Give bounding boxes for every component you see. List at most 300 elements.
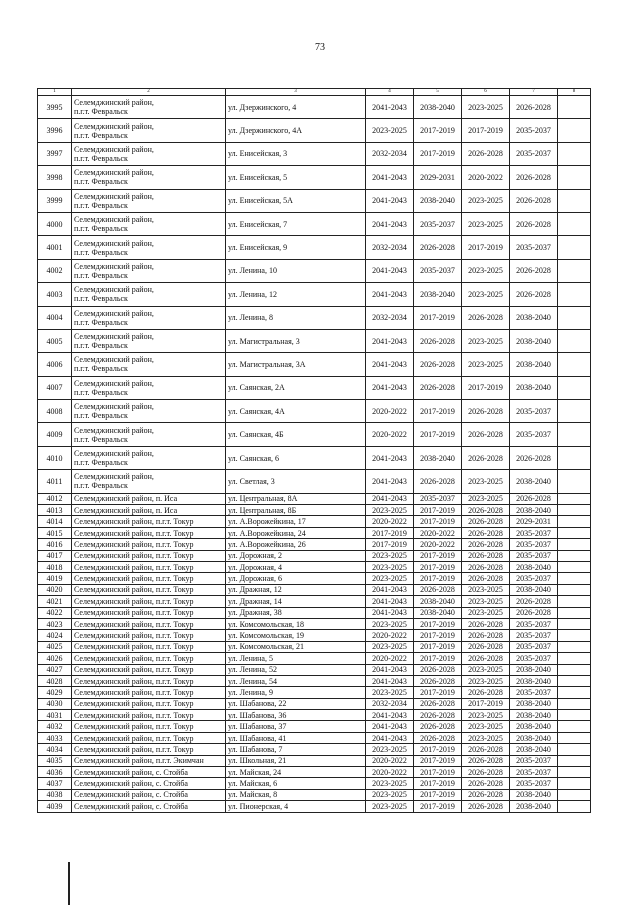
settlement-line: п.г.т. Февральск [74,177,128,187]
row-number: 4030 [38,698,72,709]
address-cell: ул. Ленина, 54 [226,675,366,686]
settlement-line: п.г.т. Февральск [74,224,128,234]
locality-cell [72,166,226,189]
row-number: 4028 [38,675,72,686]
period-cell: 2023-2025 [462,607,510,618]
period-cell: 2041-2043 [366,376,414,399]
settlement-line: п.г.т. Февральск [74,200,128,210]
period-cell: 2035-2037 [510,755,558,766]
empty-cell [558,306,591,329]
table-row [38,376,591,399]
period-cell: 2026-2028 [462,527,510,538]
address-cell: ул. Дражная, 14 [226,596,366,607]
table-row [38,778,591,789]
locality-cell: Селемджинский район, п. Иса [72,505,226,516]
period-cell: 2017-2019 [414,618,462,629]
locality-cell [72,400,226,423]
empty-cell [558,527,591,538]
empty-cell [558,516,591,527]
settlement-line: п.г.т. Февральск [74,270,128,280]
empty-cell [558,561,591,572]
row-number: 4005 [38,329,72,352]
period-cell: 2038-2040 [510,353,558,376]
period-cell: 2017-2019 [414,306,462,329]
period-cell: 2023-2025 [462,675,510,686]
period-cell: 2026-2028 [414,698,462,709]
housing-repair-schedule-table [37,88,591,813]
locality-cell: Селемджинский район, п.г.т. Токур [72,527,226,538]
period-cell: 2026-2028 [414,710,462,721]
period-cell: 2032-2034 [366,236,414,259]
table-row [38,721,591,732]
row-number: 3996 [38,119,72,142]
row-number: 4027 [38,664,72,675]
table-row [38,353,591,376]
address-cell: ул. Дзержинского, 4А [226,119,366,142]
locality-cell: Селемджинский район, п.г.т. Токур [72,664,226,675]
locality-cell [72,189,226,212]
settlement-line: п.г.т. Февральск [74,317,128,327]
row-number: 4007 [38,376,72,399]
period-cell: 2035-2037 [414,259,462,282]
margin-mark [68,862,70,905]
locality-cell: Селемджинский район, п.г.т. Токур [72,607,226,618]
row-number: 4034 [38,744,72,755]
period-cell: 2032-2034 [366,306,414,329]
locality-cell [72,353,226,376]
district-line: Селемджинский район, [74,472,154,482]
empty-cell [558,550,591,561]
period-cell: 2023-2025 [366,573,414,584]
locality-cell: Селемджинский район, п.г.т. Токур [72,573,226,584]
address-cell: ул. Комсомольская, 18 [226,618,366,629]
locality-cell: Селемджинский район, п.г.т. Токур [72,516,226,527]
period-cell: 2026-2028 [414,584,462,595]
period-cell: 2041-2043 [366,329,414,352]
period-cell: 2020-2022 [366,423,414,446]
table-row [38,698,591,709]
period-cell: 2017-2019 [366,539,414,550]
period-cell: 2026-2028 [510,446,558,469]
period-cell: 2017-2019 [414,516,462,527]
period-cell: 2035-2037 [510,236,558,259]
period-cell: 2038-2040 [510,698,558,709]
address-cell: ул. А.Ворожейкина, 26 [226,539,366,550]
period-cell: 2026-2028 [462,423,510,446]
settlement-line: п.г.т. Февральск [74,294,128,304]
address-cell: ул. Майская, 6 [226,778,366,789]
table-row [38,505,591,516]
period-cell: 2017-2019 [414,653,462,664]
period-cell: 2038-2040 [510,505,558,516]
period-cell: 2026-2028 [510,96,558,119]
period-cell: 2023-2025 [462,664,510,675]
period-cell: 2026-2028 [462,539,510,550]
period-cell: 2035-2037 [510,641,558,652]
period-cell: 2041-2043 [366,283,414,306]
period-cell: 2035-2037 [510,119,558,142]
table-row [38,732,591,743]
period-cell: 2020-2022 [366,400,414,423]
period-cell: 2035-2037 [510,573,558,584]
locality-cell: Селемджинский район, п.г.т. Токур [72,539,226,550]
period-cell: 2017-2019 [462,119,510,142]
district-line: Селемджинский район, [74,121,154,131]
locality-cell: Селемджинский район, п.г.т. Токур [72,561,226,572]
row-number: 4022 [38,607,72,618]
period-cell: 2017-2019 [414,561,462,572]
empty-cell [558,119,591,142]
period-cell: 2035-2037 [510,778,558,789]
period-cell: 2026-2028 [462,618,510,629]
period-cell: 2026-2028 [414,664,462,675]
table-row [38,618,591,629]
empty-cell [558,166,591,189]
empty-cell [558,596,591,607]
district-line: Селемджинский район, [74,215,154,225]
settlement-line: п.г.т. Февральск [74,107,128,117]
address-cell: ул. Магистральная, 3А [226,353,366,376]
period-cell: 2017-2019 [414,687,462,698]
address-cell: ул. Ленина, 10 [226,259,366,282]
settlement-line: п.г.т. Февральск [74,364,128,374]
locality-cell: Селемджинский район, с. Стойба [72,778,226,789]
table-row [38,166,591,189]
column-header: 1 [38,89,72,96]
locality-cell: Селемджинский район, п.г.т. Токур [72,710,226,721]
empty-cell [558,400,591,423]
period-cell: 2017-2019 [414,142,462,165]
row-number: 4025 [38,641,72,652]
district-line: Селемджинский район, [74,425,154,435]
row-number: 4000 [38,212,72,235]
period-cell: 2041-2043 [366,710,414,721]
address-cell: ул. Шабанова, 22 [226,698,366,709]
locality-cell: Селемджинский район, п.г.т. Экимчан [72,755,226,766]
empty-cell [558,446,591,469]
period-cell: 2020-2022 [366,653,414,664]
period-cell: 2017-2019 [462,698,510,709]
row-number: 4002 [38,259,72,282]
row-number: 4003 [38,283,72,306]
table-row [38,212,591,235]
address-cell: ул. Дорожная, 4 [226,561,366,572]
empty-cell [558,142,591,165]
row-number: 3997 [38,142,72,165]
period-cell: 2026-2028 [462,687,510,698]
period-cell: 2023-2025 [366,561,414,572]
locality-cell: Селемджинский район, с. Стойба [72,789,226,800]
table-row [38,767,591,778]
period-cell: 2026-2028 [414,675,462,686]
row-number: 4011 [38,470,72,493]
period-cell: 2020-2022 [414,527,462,538]
period-cell: 2038-2040 [414,596,462,607]
address-cell: ул. Комсомольская, 19 [226,630,366,641]
period-cell: 2035-2037 [510,400,558,423]
row-number: 4026 [38,653,72,664]
table-row [38,493,591,504]
table-row [38,573,591,584]
period-cell: 2020-2022 [366,755,414,766]
period-cell: 2026-2028 [462,306,510,329]
period-cell: 2017-2019 [366,527,414,538]
empty-cell [558,618,591,629]
empty-cell [558,212,591,235]
settlement-line: п.г.т. Февральск [74,341,128,351]
empty-cell [558,329,591,352]
address-cell: ул. Пионерская, 4 [226,801,366,812]
period-cell: 2041-2043 [366,96,414,119]
period-cell: 2038-2040 [414,607,462,618]
period-cell: 2038-2040 [510,801,558,812]
row-number: 4013 [38,505,72,516]
row-number: 4024 [38,630,72,641]
table-row [38,789,591,800]
address-cell: ул. Майская, 8 [226,789,366,800]
period-cell: 2038-2040 [510,376,558,399]
period-cell: 2041-2043 [366,664,414,675]
period-cell: 2023-2025 [366,801,414,812]
address-cell: ул. Шабанова, 41 [226,732,366,743]
period-cell: 2038-2040 [510,664,558,675]
period-cell: 2023-2025 [462,493,510,504]
period-cell: 2035-2037 [510,423,558,446]
period-cell: 2023-2025 [462,96,510,119]
period-cell: 2041-2043 [366,353,414,376]
period-cell: 2038-2040 [510,470,558,493]
period-cell: 2023-2025 [462,283,510,306]
empty-cell [558,744,591,755]
period-cell: 2023-2025 [366,687,414,698]
table-row [38,550,591,561]
address-cell: ул. Центральная, 8Б [226,505,366,516]
column-header: 4 [366,89,414,96]
table-row [38,470,591,493]
empty-cell [558,573,591,584]
empty-cell [558,470,591,493]
period-cell: 2023-2025 [366,744,414,755]
empty-cell [558,767,591,778]
empty-cell [558,653,591,664]
address-cell: ул. Дорожная, 6 [226,573,366,584]
settlement-line: п.г.т. Февральск [74,387,128,397]
row-number: 4031 [38,710,72,721]
period-cell: 2041-2043 [366,212,414,235]
table-row [38,710,591,721]
period-cell: 2026-2028 [462,789,510,800]
address-cell: ул. А.Ворожейкина, 17 [226,516,366,527]
column-header: 7 [510,89,558,96]
empty-cell [558,675,591,686]
row-number: 4032 [38,721,72,732]
empty-cell [558,189,591,212]
table-row [38,641,591,652]
column-header: 3 [226,89,366,96]
period-cell: 2032-2034 [366,142,414,165]
period-cell: 2020-2022 [414,539,462,550]
period-cell: 2035-2037 [414,493,462,504]
period-cell: 2023-2025 [462,721,510,732]
table-row [38,561,591,572]
table-row [38,142,591,165]
row-number: 4012 [38,493,72,504]
district-line: Селемджинский район, [74,402,154,412]
address-cell: ул. Ленина, 8 [226,306,366,329]
period-cell: 2017-2019 [414,789,462,800]
row-number: 4036 [38,767,72,778]
empty-cell [558,283,591,306]
address-cell: ул. Саянская, 4Б [226,423,366,446]
period-cell: 2026-2028 [462,142,510,165]
period-cell: 2026-2028 [462,778,510,789]
column-header: 6 [462,89,510,96]
period-cell: 2041-2043 [366,470,414,493]
period-cell: 2023-2025 [462,470,510,493]
period-cell: 2026-2028 [462,653,510,664]
row-number: 4004 [38,306,72,329]
locality-cell [72,236,226,259]
empty-cell [558,789,591,800]
locality-cell: Селемджинский район, с. Стойба [72,801,226,812]
period-cell: 2023-2025 [366,550,414,561]
locality-cell: Селемджинский район, п.г.т. Токур [72,641,226,652]
table-row [38,423,591,446]
row-number: 4019 [38,573,72,584]
table-row [38,446,591,469]
settlement-line: п.г.т. Февральск [74,481,128,491]
district-line: Селемджинский район, [74,191,154,201]
empty-cell [558,493,591,504]
period-cell: 2023-2025 [462,189,510,212]
period-cell: 2026-2028 [414,329,462,352]
empty-cell [558,801,591,812]
empty-cell [558,236,591,259]
address-cell: ул. Енисейская, 9 [226,236,366,259]
address-cell: ул. Шабанова, 37 [226,721,366,732]
period-cell: 2038-2040 [510,744,558,755]
period-cell: 2026-2028 [414,732,462,743]
row-number: 4015 [38,527,72,538]
address-cell: ул. Магистральная, 3 [226,329,366,352]
period-cell: 2041-2043 [366,675,414,686]
period-cell: 2026-2028 [462,801,510,812]
period-cell: 2038-2040 [414,96,462,119]
address-cell: ул. Ленина, 5 [226,653,366,664]
period-cell: 2020-2022 [366,767,414,778]
period-cell: 2023-2025 [462,329,510,352]
period-cell: 2026-2028 [462,573,510,584]
period-cell: 2017-2019 [414,423,462,446]
period-cell: 2038-2040 [414,283,462,306]
period-cell: 2038-2040 [510,584,558,595]
table-row [38,329,591,352]
locality-cell: Селемджинский район, п.г.т. Токур [72,596,226,607]
period-cell: 2026-2028 [414,236,462,259]
period-cell: 2017-2019 [414,573,462,584]
row-number: 3998 [38,166,72,189]
period-cell: 2041-2043 [366,596,414,607]
period-cell: 2026-2028 [462,744,510,755]
row-number: 4037 [38,778,72,789]
period-cell: 2035-2037 [510,539,558,550]
period-cell: 2038-2040 [510,789,558,800]
address-cell: ул. Шабанова, 36 [226,710,366,721]
period-cell: 2038-2040 [510,329,558,352]
row-number: 4023 [38,618,72,629]
period-cell: 2035-2037 [510,630,558,641]
period-cell: 2017-2019 [414,778,462,789]
period-cell: 2023-2025 [366,789,414,800]
address-cell: ул. Саянская, 6 [226,446,366,469]
locality-cell: Селемджинский район, п.г.т. Токур [72,732,226,743]
locality-cell [72,376,226,399]
period-cell: 2038-2040 [510,721,558,732]
row-number: 4017 [38,550,72,561]
empty-cell [558,584,591,595]
locality-cell: Селемджинский район, п.г.т. Токур [72,630,226,641]
table-row [38,607,591,618]
address-cell: ул. А.Ворожейкина, 24 [226,527,366,538]
locality-cell: Селемджинский район, п.г.т. Токур [72,675,226,686]
page-number: 73 [315,42,325,53]
period-cell: 2032-2034 [366,698,414,709]
period-cell: 2023-2025 [462,732,510,743]
period-cell: 2023-2025 [462,212,510,235]
period-cell: 2020-2022 [462,166,510,189]
empty-cell [558,664,591,675]
row-number: 4010 [38,446,72,469]
row-number: 4014 [38,516,72,527]
row-number: 4038 [38,789,72,800]
period-cell: 2017-2019 [414,744,462,755]
period-cell: 2026-2028 [414,470,462,493]
row-number: 4033 [38,732,72,743]
period-cell: 2023-2025 [462,596,510,607]
empty-cell [558,732,591,743]
period-cell: 2035-2037 [510,142,558,165]
settlement-line: п.г.т. Февральск [74,130,128,140]
period-cell: 2041-2043 [366,259,414,282]
period-cell: 2026-2028 [462,446,510,469]
period-cell: 2026-2028 [414,376,462,399]
table-row [38,744,591,755]
district-line: Селемджинский район, [74,98,154,108]
address-cell: ул. Комсомольская, 21 [226,641,366,652]
table-row [38,664,591,675]
row-number: 4035 [38,755,72,766]
table-row [38,675,591,686]
table-row [38,584,591,595]
locality-cell [72,446,226,469]
row-number: 4016 [38,539,72,550]
period-cell: 2023-2025 [366,505,414,516]
locality-cell: Селемджинский район, с. Стойба [72,767,226,778]
empty-cell [558,687,591,698]
row-number: 4018 [38,561,72,572]
empty-cell [558,259,591,282]
table-row [38,283,591,306]
settlement-line: п.г.т. Февральск [74,458,128,468]
period-cell: 2023-2025 [462,353,510,376]
table-row [38,755,591,766]
locality-cell: Селемджинский район, п.г.т. Токур [72,653,226,664]
period-cell: 2041-2043 [366,166,414,189]
table-row [38,516,591,527]
locality-cell [72,470,226,493]
locality-cell: Селемджинский район, п.г.т. Токур [72,744,226,755]
empty-cell [558,539,591,550]
